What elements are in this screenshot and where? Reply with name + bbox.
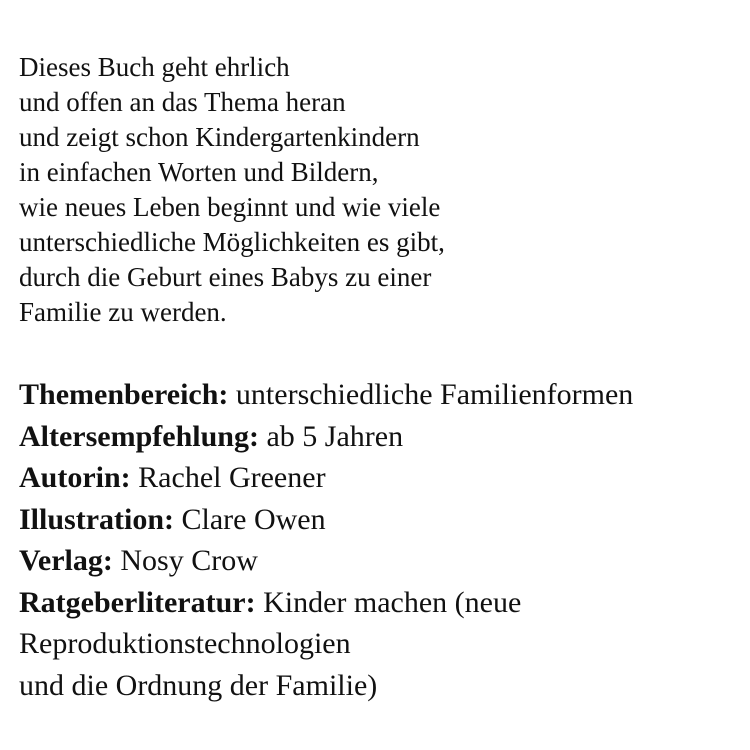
book-description — [19, 50, 750, 706]
advice-value: Kinder machen (neue — [255, 585, 522, 619]
illustration-value: Clare Owen — [174, 502, 326, 536]
publisher-label: Verlag: — [19, 544, 113, 577]
book-details — [19, 374, 750, 706]
intro-line: in einfachen Worten und Bildern, — [19, 157, 379, 187]
advice-continuation: und die Ordnung der Familie) — [19, 668, 378, 702]
intro-line: Dieses Buch geht ehrlich — [19, 52, 290, 82]
topic-row — [19, 374, 750, 416]
intro-line: und zeigt schon Kindergartenkindern — [19, 122, 420, 152]
intro-line: Familie zu werden. — [19, 297, 227, 327]
age-row — [19, 416, 750, 458]
advice-row — [19, 582, 750, 624]
intro-line: und offen an das Thema heran — [19, 87, 346, 117]
publisher-value: Nosy Crow — [112, 544, 258, 577]
illustration-row — [19, 499, 750, 541]
intro-paragraph — [19, 50, 750, 330]
age-label: Altersempfehlung: — [19, 419, 259, 453]
age-value: ab 5 Jahren — [258, 419, 404, 453]
author-row — [19, 457, 750, 499]
topic-value: unterschiedliche Familienformen — [228, 378, 634, 411]
intro-line: unterschiedliche Möglichkeiten es gibt, — [19, 227, 445, 257]
topic-label: Themenbereich: — [19, 378, 229, 411]
author-value: Rachel Greener — [130, 461, 326, 494]
intro-line: wie neues Leben beginnt und wie viele — [19, 192, 441, 222]
author-label: Autorin: — [19, 461, 131, 494]
advice-continuation: Reproduktionstechnologien — [19, 627, 351, 660]
illustration-label: Illustration: — [19, 502, 175, 536]
advice-label: Ratgeberliteratur: — [19, 585, 256, 619]
intro-line: durch die Geburt eines Babys zu einer — [19, 262, 432, 292]
publisher-row — [19, 540, 750, 582]
